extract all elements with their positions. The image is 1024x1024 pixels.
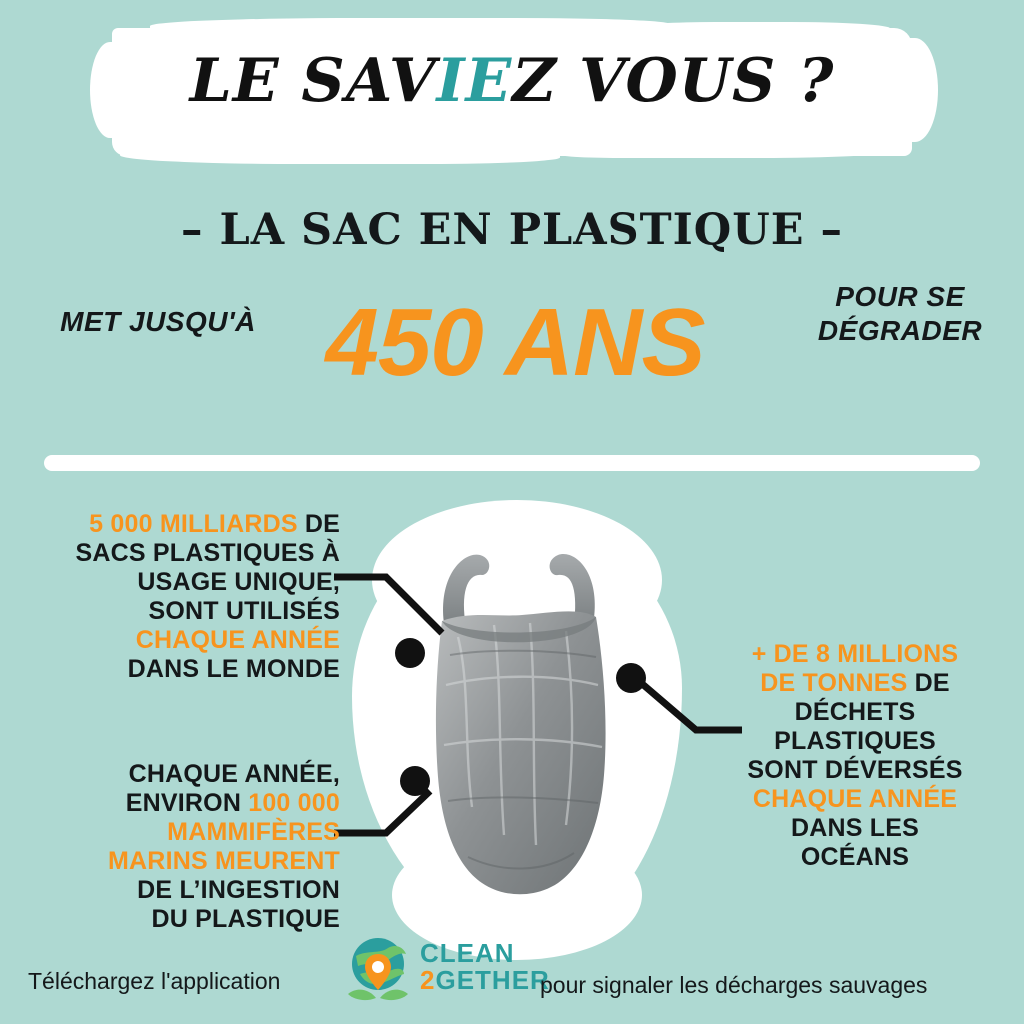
- subtitle: – LA SAC EN PLASTIQUE –: [181, 205, 843, 255]
- footer-right-text: pour signaler les décharges sauvages: [540, 972, 928, 998]
- callout-top-left: [10, 510, 340, 684]
- leader-dot-top-left: [395, 638, 425, 668]
- callout-top-left-line2: SACS PLASTIQUES À: [75, 539, 340, 567]
- app-logo-line2-number: 2: [420, 965, 436, 996]
- header-band-top-left: [150, 18, 670, 38]
- callout-right-line4: PLASTIQUES: [774, 727, 936, 755]
- footer-left-text: Téléchargez l'application: [28, 968, 281, 994]
- callout-right-line6: CHAQUE ANNÉE: [752, 785, 958, 813]
- leader-dot-right: [616, 663, 646, 693]
- callout-bottom-left-line4: MARINS MEURENT: [108, 847, 340, 875]
- callout-top-left-line4: SONT UTILISÉS: [148, 597, 340, 625]
- callout-right-line2: DE TONNES: [760, 669, 908, 697]
- callout-right: [700, 640, 1010, 872]
- callout-top-left-line6: DANS LE MONDE: [127, 655, 340, 683]
- header-band-notch-left: [120, 142, 560, 164]
- leader-line-top-left: [330, 565, 450, 675]
- stat-value: 450 ANS: [325, 289, 705, 396]
- callout-bottom-left-line2: ENVIRON: [125, 789, 249, 817]
- callout-bottom-left-line2-highlight: 100 000: [248, 789, 340, 817]
- stat-right-label: POUR SE DÉGRADER: [817, 281, 983, 347]
- section-divider: [44, 455, 980, 471]
- callout-right-line7: DANS LES: [790, 814, 919, 842]
- header-band-top-right: [640, 22, 890, 38]
- leader-dot-bottom-left: [400, 766, 430, 796]
- callout-right-line3: DÉCHETS: [794, 698, 916, 726]
- callout-top-left-line5: CHAQUE ANNÉE: [135, 626, 340, 654]
- globe-leaf-icon: [340, 934, 416, 1006]
- app-logo-line1: CLEAN: [420, 938, 515, 968]
- page-title: [0, 46, 1024, 116]
- app-logo[interactable]: [340, 930, 550, 1010]
- callout-top-left-line3: USAGE UNIQUE,: [137, 568, 340, 596]
- callout-bottom-left-line3: MAMMIFÈRES: [167, 818, 340, 846]
- callout-bottom-left-line1: CHAQUE ANNÉE,: [128, 760, 340, 788]
- callout-bottom-left: [14, 760, 340, 934]
- header-band-notch-right: [560, 142, 890, 158]
- callout-right-line2-rest: DE: [907, 669, 950, 697]
- callout-top-left-line1-rest: DE: [297, 510, 340, 538]
- page-title-part1: LE SAV: [189, 46, 437, 116]
- stat-left-label: MET JUSQU'À: [60, 306, 256, 337]
- callout-right-line1: + DE 8 MILLIONS: [751, 640, 959, 668]
- page-title-accent: IE: [436, 46, 513, 116]
- app-logo-line2-word: GETHER: [435, 965, 550, 996]
- app-logo-text: [420, 940, 550, 995]
- callout-right-line8: OCÉANS: [800, 843, 910, 871]
- callout-bottom-left-line6: DU PLASTIQUE: [151, 905, 340, 933]
- callout-bottom-left-line5: DE L’INGESTION: [137, 876, 340, 904]
- callout-right-line5: SONT DÉVERSÉS: [747, 756, 963, 784]
- callout-top-left-line1: 5 000 MILLIARDS: [89, 510, 298, 538]
- page-title-part2: Z VOUS ?: [512, 46, 835, 116]
